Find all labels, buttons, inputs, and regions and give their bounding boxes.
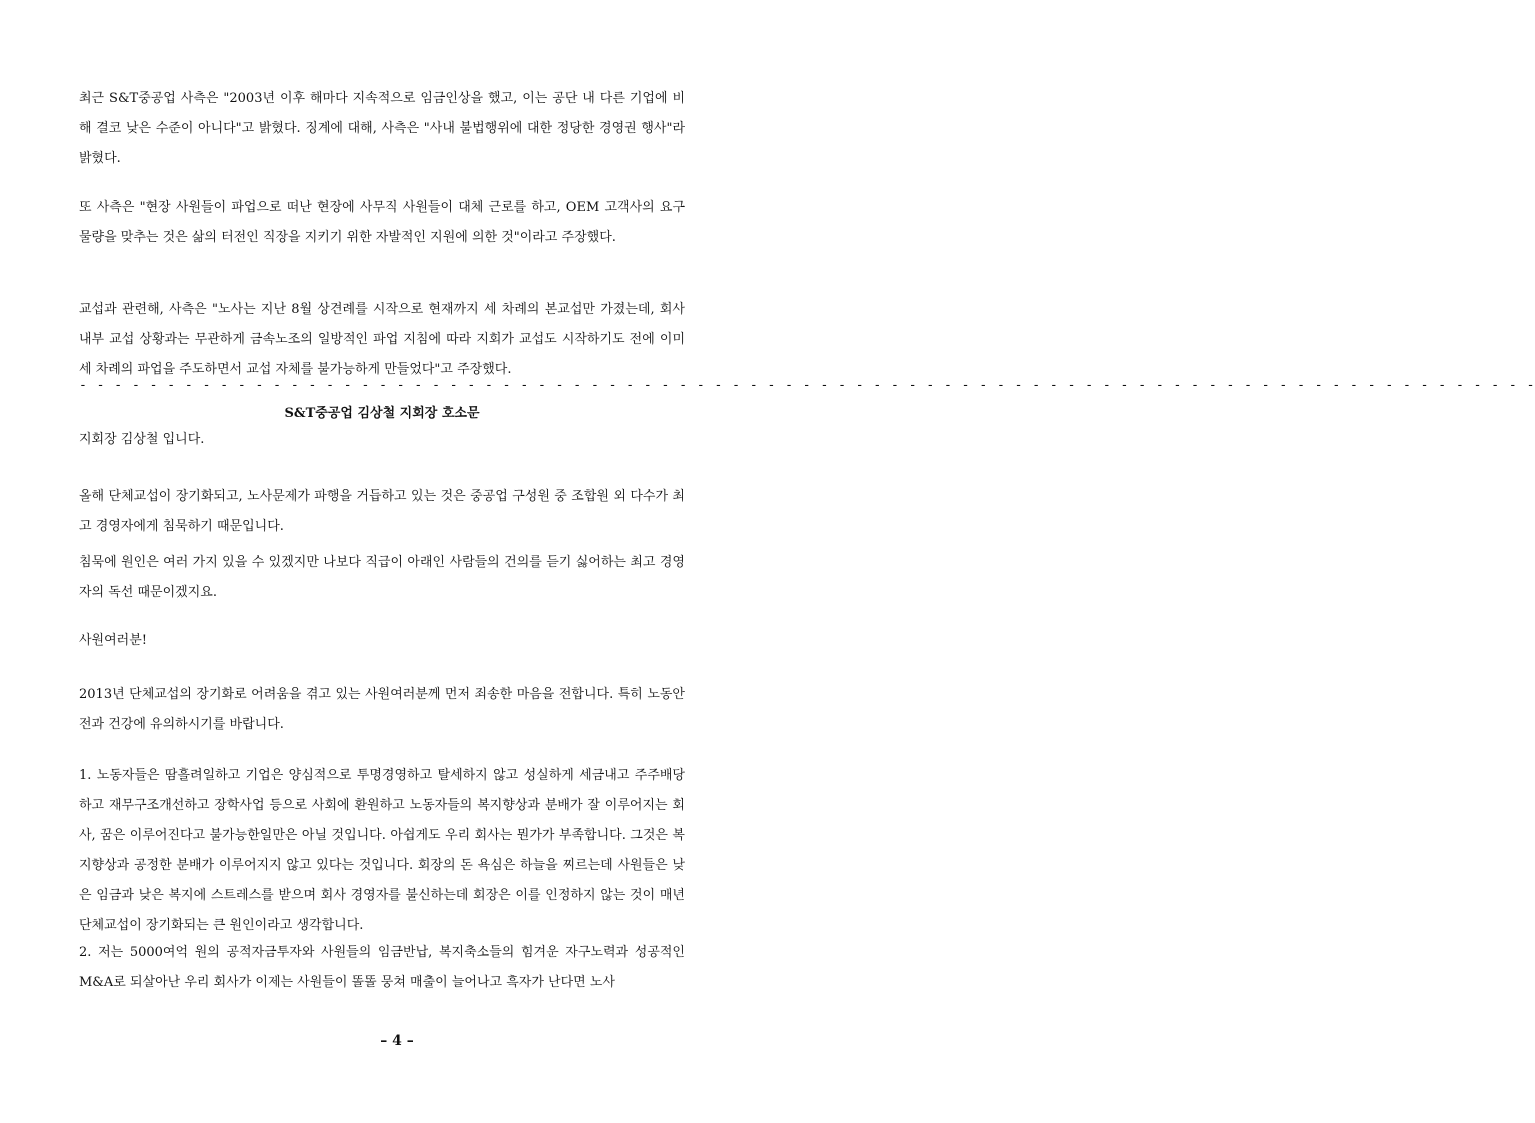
page-number: – 4 – bbox=[380, 1033, 414, 1049]
appeal-heading: S&T중공업 김상철 지회장 호소문 bbox=[284, 406, 480, 421]
paragraph-company-substitute-work: 또 사측은 "현장 사원들이 파업으로 떠난 현장에 사무직 사원들이 대체 근로를 하고, OEM 고객사의 요구 물량을 맞추는 것은 삶의 터전인 직장을 지키기 위한 자발적인 지원에 의한 것"이라고 주장했다. bbox=[79, 200, 685, 245]
paragraph-bargaining-claim: 교섭과 관련해, 사측은 "노사는 지난 8월 상견례를 시작으로 현재까지 세 차례의 본교섭만 가졌는데, 회사 내부 교섭 상황과는 무관하게 금속노조의 일방적인 파업 지침에 따라 지회가 교섭도 시작하기도 전에 이미 세 차례의 파업을 주도하면서 교섭 자체를 불가능하게 만들었다"고 주장했다. bbox=[79, 302, 685, 377]
point-2-paragraph: 2. 저는 5000여억 원의 공적자금투자와 사원들의 임금반납, 복지축소들의 힘겨운 자구노력과 성공적인 M&A로 되살아난 우리 회사가 이제는 사원들이 똘똘 뭉쳐 매출이 늘어나고 흑자가 난다면 노사 bbox=[79, 945, 685, 990]
point-1-paragraph: 1. 노동자들은 땀흘려일하고 기업은 양심적으로 투명경영하고 탈세하지 않고 성실하게 세금내고 주주배당하고 재무구조개선하고 장학사업 등으로 사회에 환원하고 노동자들의 복지향상과 분배가 잘 이루어지는 회사, 꿈은 이루어진다고 불가능한일만은 아닐 것입니다. 아쉽게도 우리 회사는 뭔가가 부족합니다. 그것은 복지향상과 공정한 분배가 이루어지지 않고 있다는 것입니다. 회장의 돈 욕심은 하늘을 찌르는데 사원들은 낮은 임금과 낮은 복지에 스트레스를 받으며 회사 경영자를 불신하는데 회장은 이를 인정하지 않는 것이 매년 단체교섭이 장기화되는 큰 원인이라고 생각합니다. bbox=[79, 768, 685, 933]
greeting-line: 지회장 김상철 입니다. bbox=[79, 432, 205, 447]
paragraph-bargaining-prolonged: 올해 단체교섭이 장기화되고, 노사문제가 파행을 거듭하고 있는 것은 중공업 구성원 중 조합원 외 다수가 최고 경영자에게 침묵하기 때문입니다. bbox=[79, 489, 685, 534]
dashed-divider: - - - - - - - - - - - - - - - - - - - - - - - - - - - - - - - - - - - - - - - - - - - - - - - - - - - - - - - - - - - - - - - - - - - - - - - - - - - - - - - - - - - bbox=[79, 378, 1535, 393]
paragraph-company-wage-claim: 최근 S&T중공업 사측은 "2003년 이후 해마다 지속적으로 임금인상을 했고, 이는 공단 내 다른 기업에 비해 결코 낮은 수준이 아니다"고 밝혔다. 징계에 대해, 사측은 "사내 불법행위에 대한 정당한 경영권 행사"라 밝혔다. bbox=[79, 91, 685, 166]
address-line: 사원여러분! bbox=[79, 633, 148, 648]
paragraph-silence-cause: 침묵에 원인은 여러 가지 있을 수 있겠지만 나보다 직급이 아래인 사람들의 건의를 듣기 싫어하는 최고 경영자의 독선 때문이겠지요. bbox=[79, 555, 685, 600]
paragraph-apology: 2013년 단체교섭의 장기화로 어려움을 겪고 있는 사원여러분께 먼저 죄송한 마음을 전합니다. 특히 노동안전과 건강에 유의하시기를 바랍니다. bbox=[79, 687, 685, 732]
